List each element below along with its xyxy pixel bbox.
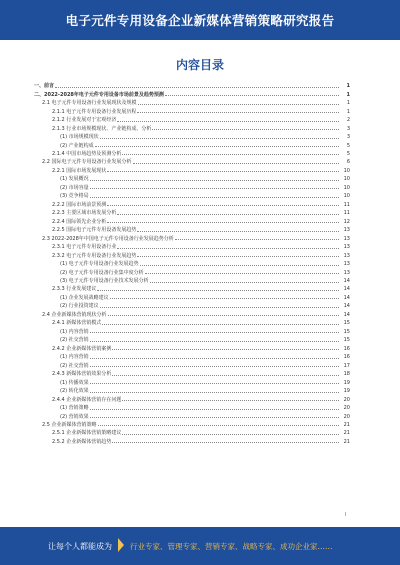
toc-entry-page: 10	[343, 184, 350, 191]
toc-entry[interactable]	[34, 90, 350, 98]
toc-entry-label: 2.1.4 中国市场趋势及预测分析	[52, 150, 122, 157]
toc-entry-label: 2.2 国际电子元件专用设备行业发展分析	[42, 159, 132, 166]
footer-bar	[0, 527, 400, 565]
toc-entry-page: 1	[346, 83, 350, 90]
toc-entry-page: 20	[343, 396, 350, 403]
toc-leader-dots	[90, 180, 339, 181]
toc-entry[interactable]	[34, 150, 350, 158]
toc-entry-page: 21	[343, 430, 350, 437]
toc-entry-label: (1) 内容营销	[60, 354, 89, 361]
toc-entry-label: (1) 电子元件专用设备行业发展趋势	[60, 261, 139, 268]
toc-entry-label: 2.5 企业新媒体营销策略	[42, 421, 97, 428]
toc-entry-page: 14	[343, 278, 350, 285]
toc-entry-label: 2.4.2 企业新媒体营销案例	[52, 345, 112, 352]
toc-entry-label: 2.3.1 电子元件专用设备行业	[52, 244, 117, 251]
table-of-contents	[34, 82, 350, 446]
toc-entry-page: 14	[343, 303, 350, 310]
toc-entry-page: 3	[346, 134, 350, 141]
toc-entry-label: (1) 发展概况	[60, 176, 89, 183]
toc-entry[interactable]	[34, 361, 350, 369]
toc-entry-page: 19	[343, 379, 350, 386]
toc-leader-dots	[117, 121, 339, 122]
toc-entry[interactable]	[34, 302, 350, 310]
toc-heading: 内容目录	[175, 58, 224, 72]
toc-entry-page: 21	[343, 438, 350, 445]
toc-leader-dots	[90, 366, 339, 367]
toc-entry[interactable]	[34, 209, 350, 217]
toc-entry-page: 10	[343, 167, 350, 174]
toc-entry-label: 2.1 电子元件专用设备行业发展现状及规模	[42, 100, 137, 107]
page-number: I	[345, 512, 347, 518]
toc-leader-dots	[108, 315, 339, 316]
toc-entry-label: 2.4.4 企业新媒体营销存在问题	[52, 396, 122, 403]
toc-leader-dots	[122, 434, 339, 435]
toc-entry-page: 5	[346, 142, 350, 149]
toc-entry[interactable]	[34, 82, 350, 90]
toc-entry-label: 2.1.3 行业市场规模现状、产业链构成、分析	[52, 125, 152, 132]
toc-entry[interactable]	[34, 378, 350, 386]
toc-entry-page: 15	[343, 328, 350, 335]
toc-entry-page: 3	[346, 125, 350, 132]
toc-leader-dots	[98, 425, 339, 426]
toc-leader-dots	[100, 307, 339, 308]
toc-entry-label: 2.2.1 国际市场发展现状	[52, 167, 107, 174]
toc-leader-dots	[90, 197, 339, 198]
toc-entry[interactable]	[34, 421, 350, 429]
toc-entry-label: (3) 电子元件专用设备行业技术发展分析	[60, 278, 149, 285]
toc-leader-dots	[95, 146, 339, 147]
toc-leader-dots	[133, 163, 339, 164]
toc-leader-dots	[90, 417, 339, 418]
toc-entry[interactable]	[34, 260, 350, 268]
toc-leader-dots	[122, 400, 339, 401]
toc-entry-page: 11	[343, 201, 350, 208]
toc-entry-page: 13	[343, 227, 350, 234]
toc-entry[interactable]	[34, 234, 350, 242]
toc-entry-page: 20	[343, 405, 350, 412]
toc-entry[interactable]	[34, 124, 350, 132]
toc-entry[interactable]	[34, 141, 350, 149]
report-title: 电子元件专用设备企业新媒体营销策略研究报告	[65, 13, 335, 28]
toc-entry-label: (2) 市场容量	[60, 184, 89, 191]
toc-leader-dots	[165, 95, 339, 96]
toc-entry[interactable]	[34, 243, 350, 251]
toc-entry[interactable]	[34, 336, 350, 344]
toc-entry-page: 12	[343, 218, 350, 225]
toc-entry-label: 一、前言	[34, 83, 55, 90]
toc-leader-dots	[90, 383, 339, 384]
toc-leader-dots	[90, 392, 339, 393]
toc-entry-label: (1) 营销策略	[60, 405, 89, 412]
toc-entry[interactable]	[34, 429, 350, 437]
toc-leader-dots	[110, 298, 339, 299]
toc-entry[interactable]	[34, 387, 350, 395]
toc-leader-dots	[122, 154, 339, 155]
toc-entry[interactable]	[34, 158, 350, 166]
toc-entry[interactable]	[34, 395, 350, 403]
toc-entry-label: 二、2022-2028年电子元件专用设备市场前景及趋势预测	[34, 91, 164, 98]
toc-entry-label: 2.3.2 电子元件专用设备行业发展趋势	[52, 252, 137, 259]
toc-entry-page: 21	[343, 421, 350, 428]
toc-entry-page: 13	[343, 252, 350, 259]
toc-entry[interactable]	[34, 251, 350, 259]
toc-entry[interactable]	[34, 201, 350, 209]
toc-entry-label: (3) 竞争格局	[60, 193, 89, 200]
toc-entry-label: 2.4.3 新媒体营销效果分析	[52, 371, 112, 378]
footer-slogan: 让每个人都能成为	[48, 542, 112, 551]
toc-entry-label: 2.2.2 国际市场前景预测	[52, 201, 107, 208]
toc-entry[interactable]	[34, 99, 350, 107]
toc-entry-page: 15	[343, 337, 350, 344]
toc-entry[interactable]	[34, 116, 350, 124]
toc-leader-dots	[90, 332, 339, 333]
toc-leader-dots	[117, 214, 339, 215]
toc-entry-label: 2.2.3 主要区域市场发展分析	[52, 210, 117, 217]
toc-leader-dots	[112, 375, 339, 376]
toc-entry-label: (2) 转化效果	[60, 388, 89, 395]
toc-entry-label: 2.1.2 行业发展对于宏观经济	[52, 117, 117, 124]
toc-entry[interactable]	[34, 184, 350, 192]
toc-leader-dots	[137, 112, 339, 113]
toc-entry-page: 2	[346, 117, 350, 124]
toc-entry-page: 14	[343, 286, 350, 293]
toc-leader-dots	[175, 239, 339, 240]
toc-entry-label: (2) 社交营销	[60, 362, 89, 369]
toc-entry[interactable]	[34, 268, 350, 276]
toc-entry[interactable]	[34, 412, 350, 420]
toc-leader-dots	[90, 358, 339, 359]
toc-entry[interactable]	[34, 107, 350, 115]
toc-entry[interactable]	[34, 167, 350, 175]
toc-leader-dots	[145, 273, 339, 274]
toc-entry-page: 14	[343, 294, 350, 301]
toc-entry[interactable]	[34, 218, 350, 226]
toc-entry-label: 2.5.2 企业新媒体营销趋势	[52, 438, 112, 445]
toc-entry-label: (1) 传播效果	[60, 379, 89, 386]
toc-entry[interactable]	[34, 311, 350, 319]
toc-entry[interactable]	[34, 294, 350, 302]
toc-entry-page: 18	[343, 371, 350, 378]
toc-entry-label: (2) 电子元件专用设备行业集中度分析	[60, 269, 144, 276]
toc-leader-dots	[107, 222, 339, 223]
toc-leader-dots	[152, 129, 339, 130]
toc-entry-page: 19	[343, 388, 350, 395]
toc-leader-dots	[137, 231, 339, 232]
toc-leader-dots	[107, 171, 339, 172]
toc-entry[interactable]	[34, 345, 350, 353]
toc-entry-label: 2.4 企业新媒体营销现状分析	[42, 311, 107, 318]
toc-entry[interactable]	[34, 353, 350, 361]
toc-entry-label: (1) 企业发展战略建议	[60, 294, 109, 301]
toc-entry-label: 2.3.3 行业发展建议	[52, 286, 97, 293]
toc-leader-dots	[112, 349, 339, 350]
toc-entry[interactable]	[34, 133, 350, 141]
toc-entry-page: 16	[343, 345, 350, 352]
toc-entry-page: 16	[343, 354, 350, 361]
report-header-bar	[0, 0, 400, 40]
toc-entry-page: 13	[343, 269, 350, 276]
toc-entry-page: 10	[343, 193, 350, 200]
toc-entry-page: 17	[343, 362, 350, 369]
toc-leader-dots	[100, 138, 339, 139]
toc-entry-page: 1	[346, 91, 350, 98]
footer-roles: 行业专家、管理专家、营销专家、战略专家、成功企业家……	[130, 542, 333, 551]
toc-leader-dots	[102, 324, 339, 325]
toc-leader-dots	[140, 265, 339, 266]
toc-entry-page: 13	[343, 261, 350, 268]
toc-leader-dots	[137, 256, 339, 257]
toc-entry-label: (2) 行业投资建议	[60, 303, 99, 310]
toc-leader-dots	[97, 290, 339, 291]
toc-entry[interactable]	[34, 277, 350, 285]
toc-entry[interactable]	[34, 175, 350, 183]
toc-leader-dots	[90, 188, 339, 189]
toc-entry[interactable]	[34, 328, 350, 336]
toc-leader-dots	[90, 341, 339, 342]
toc-entry[interactable]	[34, 285, 350, 293]
toc-entry[interactable]	[34, 370, 350, 378]
toc-entry-page: 11	[343, 210, 350, 217]
toc-entry-label: 2.4.1 新媒体营销模式	[52, 320, 102, 327]
toc-leader-dots	[107, 205, 339, 206]
toc-leader-dots	[150, 282, 339, 283]
toc-leader-dots	[138, 104, 339, 105]
toc-entry[interactable]	[34, 404, 350, 412]
toc-entry-label: 2.2.4 国际领先企业分析	[52, 218, 107, 225]
toc-entry-label: (2) 产业链构成	[60, 142, 94, 149]
toc-entry-label: (2) 营销效果	[60, 413, 89, 420]
toc-entry-label: (1) 市场规模现状	[60, 134, 99, 141]
toc-entry[interactable]	[34, 226, 350, 234]
toc-entry-page: 13	[343, 235, 350, 242]
toc-entry[interactable]	[34, 319, 350, 327]
toc-entry[interactable]	[34, 438, 350, 446]
toc-entry-page: 6	[346, 159, 350, 166]
arrow-icon	[118, 538, 124, 552]
toc-entry-page: 20	[343, 413, 350, 420]
toc-entry-label: 2.2.5 国际电子元件专用设备发展趋势	[52, 227, 137, 234]
toc-entry-page: 13	[343, 244, 350, 251]
toc-leader-dots	[112, 442, 339, 443]
toc-entry[interactable]	[34, 192, 350, 200]
toc-leader-dots	[117, 248, 339, 249]
toc-leader-dots	[90, 409, 339, 410]
toc-entry-page: 1	[346, 108, 350, 115]
toc-entry-label: (2) 社交营销	[60, 337, 89, 344]
toc-entry-page: 10	[343, 176, 350, 183]
toc-entry-label: (1) 内容营销	[60, 328, 89, 335]
toc-entry-label: 2.3 2022-2028年中国电子元件专用设备行业发展趋势分析	[42, 235, 174, 242]
toc-entry-page: 5	[346, 150, 350, 157]
toc-entry-page: 14	[343, 311, 350, 318]
toc-entry-page: 1	[346, 100, 350, 107]
toc-entry-page: 15	[343, 320, 350, 327]
toc-entry-label: 2.1.1 电子元件专用设备行业发展历程	[52, 108, 137, 115]
toc-leader-dots	[55, 87, 339, 88]
toc-entry-label: 2.5.1 企业新媒体营销策略建议	[52, 430, 122, 437]
